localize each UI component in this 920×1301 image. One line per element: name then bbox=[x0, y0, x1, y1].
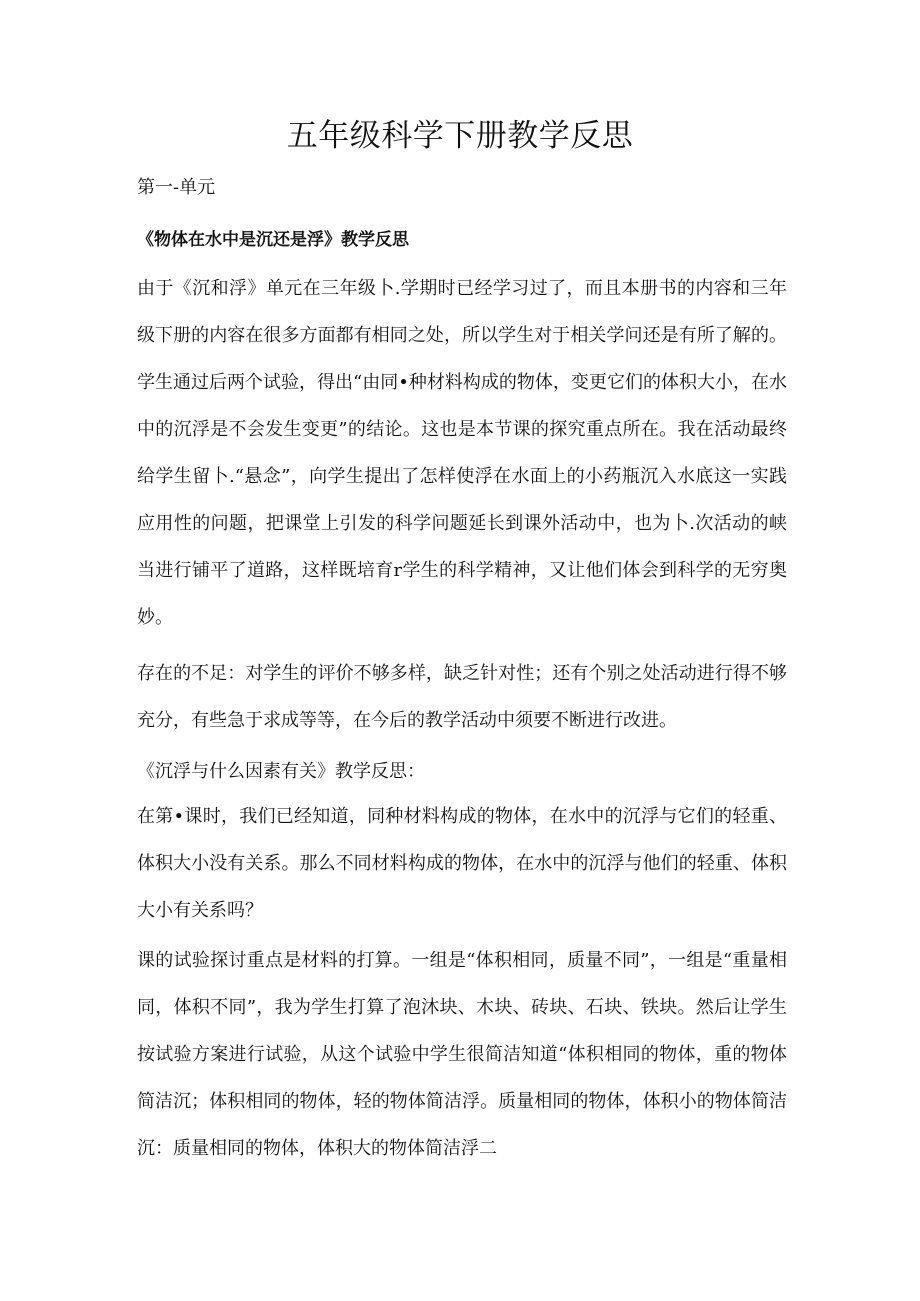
paragraph-reflection-intro: 由于《沉和浮》单元在三年级卜.学期时已经学习过了，而且本册书的内容和三年级下册的内容在很多方面都有相同之处，所以学生对于相关学问还是有所了解的。学生通过后两个试验，得出“由同•种材料构成的物体，变更它们的体积大小，在水中的沉浮是不会发生变更”的结论。这也是本节课的探究重点所在。我在活动最终给学生留卜.“悬念”，向学生提出了怎样使浮在水面上的小药瓶沉入水底这一实践应用性的问题，把课堂上引发的科学问题延长到课外活动中，也为卜.次活动的峡当进行铺平了道路，这样既培育r学生的科学精神，又让他们体会到科学的无穷奥妙。 bbox=[137, 278, 787, 628]
paragraph-second-lesson: 在第•课时，我们已经知道，同种材料构成的物体，在水中的沉浮与它们的轻重、体积大小没有关系。那么不同材料构成的物体，在水中的沉浮与他们的轻重、体积大小有关系吗？ bbox=[137, 806, 787, 921]
lesson-heading-factors: 《沉浮与什么因素有关》教学反思： bbox=[137, 761, 425, 782]
lesson-heading-sink-or-float: 《物体在水中是沉还是浮》教学反思 bbox=[137, 230, 409, 250]
unit-label: 第一-单元 bbox=[137, 177, 216, 198]
document-title: 五年级科学下册教学反思 bbox=[286, 118, 634, 154]
paragraph-materials: 课的试验探讨重点是材料的打算。一组是“体积相同，质量不同”，一组是“重量相同，体积不同”，我为学生打算了泡沐块、木块、砖块、石块、铁块。然后让学生按试验方案进行试验，从这个试验中学生很简洁知道“体积相同的物体，重的物体简洁沉；体积相同的物体，轻的物体简洁浮。质量相同的物体，体积小的物体简洁沉：质量相同的物体，体积大的物体简洁浮二 bbox=[137, 950, 787, 1159]
paragraph-shortcomings: 存在的不足：对学生的评价不够多样，缺乏针对性；还有个别之处活动进行得不够充分，有些急于求成等等，在今后的教学活动中须要不断进行改进。 bbox=[137, 663, 787, 731]
